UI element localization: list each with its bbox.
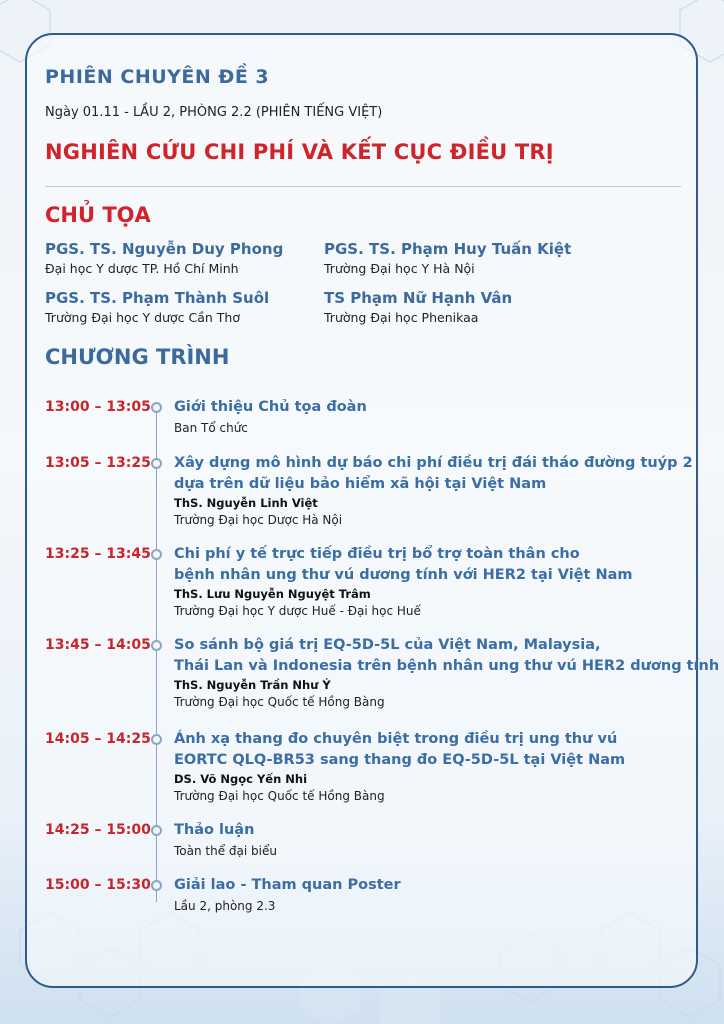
session-title: PHIÊN CHUYÊN ĐỀ 3 (45, 66, 270, 88)
timeline-dot (151, 549, 162, 560)
chair-name: PGS. TS. Phạm Thành Suôl (45, 289, 270, 307)
timeline-dot (151, 825, 162, 836)
program-title: Giải lao - Tham quan Poster (174, 877, 401, 893)
program-org: Ban Tổ chức (174, 421, 248, 435)
program-title-line2: Thái Lan và Indonesia trên bệnh nhân ung thư vú HER2 dương tính (174, 658, 720, 674)
chair-org: Đại học Y dược TP. Hồ Chí Minh (45, 261, 239, 276)
program-org: Trường Đại học Dược Hà Nội (174, 513, 343, 527)
program-title-line2: EORTC QLQ-BR53 sang thang đo EQ-5D-5L tại Việt Nam (174, 752, 626, 768)
program-speaker: ThS. Lưu Nguyễn Nguyệt Trâm (174, 587, 371, 601)
timeline-dot (151, 458, 162, 469)
program-title: Giới thiệu Chủ tọa đoàn (174, 399, 367, 415)
program-title: Chi phí y tế trực tiếp điều trị bổ trợ toàn thân cho (174, 546, 580, 562)
chair-name: TS Phạm Nữ Hạnh Vân (324, 289, 513, 307)
chair-item (45, 289, 269, 325)
program-title-line2: bệnh nhân ung thư vú dương tính với HER2 tại Việt Nam (174, 567, 633, 583)
program-title: So sánh bộ giá trị EQ-5D-5L của Việt Nam, Malaysia, (174, 637, 601, 653)
program-time: 13:45 – 14:05 (45, 637, 151, 653)
program-org: Trường Đại học Quốc tế Hồng Bàng (174, 695, 385, 709)
divider (45, 186, 681, 187)
chair-org: Trường Đại học Phenikaa (324, 310, 479, 325)
session-topic: NGHIÊN CỨU CHI PHÍ VÀ KẾT CỤC ĐIỀU TRỊ (45, 140, 554, 164)
timeline-dot (151, 734, 162, 745)
program-speaker: ThS. Nguyễn Trần Như Ý (174, 678, 331, 692)
program-speaker: DS. Võ Ngọc Yến Nhi (174, 772, 308, 786)
program-time: 13:05 – 13:25 (45, 455, 151, 471)
session-date-location: Ngày 01.11 - LẦU 2, PHÒNG 2.2 (PHIÊN TIẾNG VIỆT) (45, 105, 383, 120)
chair-org: Trường Đại học Y dược Cần Thơ (45, 310, 240, 325)
program-title: Ánh xạ thang đo chuyên biệt trong điều trị ung thư vú (174, 731, 618, 747)
timeline-dot (151, 402, 162, 413)
timeline-dot (151, 880, 162, 891)
program-time: 13:00 – 13:05 (45, 399, 151, 415)
program-time: 14:25 – 15:00 (45, 822, 151, 838)
program-time: 13:25 – 13:45 (45, 546, 151, 562)
program-title: Thảo luận (174, 822, 255, 838)
program-heading: CHƯƠNG TRÌNH (45, 345, 230, 369)
program-time: 15:00 – 15:30 (45, 877, 151, 893)
chairs-heading: CHỦ TỌA (45, 203, 151, 227)
program-title: Xây dựng mô hình dự báo chi phí điều trị đái tháo đường tuýp 2 (174, 455, 693, 471)
program-org: Trường Đại học Quốc tế Hồng Bàng (174, 789, 385, 803)
program-org: Lầu 2, phòng 2.3 (174, 899, 276, 913)
program-org: Trường Đại học Y dược Huế - Đại học Huế (174, 604, 421, 618)
timeline-dot (151, 640, 162, 651)
chair-item (324, 289, 512, 325)
chair-item (45, 240, 283, 276)
chair-item (324, 240, 571, 276)
chair-org: Trường Đại học Y Hà Nội (324, 261, 475, 276)
program-title-line2: dựa trên dữ liệu bảo hiểm xã hội tại Việt Nam (174, 476, 547, 492)
chair-name: PGS. TS. Nguyễn Duy Phong (45, 240, 284, 258)
chair-name: PGS. TS. Phạm Huy Tuấn Kiệt (324, 240, 572, 258)
program-org: Toàn thể đại biểu (174, 844, 277, 858)
program-time: 14:05 – 14:25 (45, 731, 151, 747)
program-speaker: ThS. Nguyễn Linh Việt (174, 496, 318, 510)
